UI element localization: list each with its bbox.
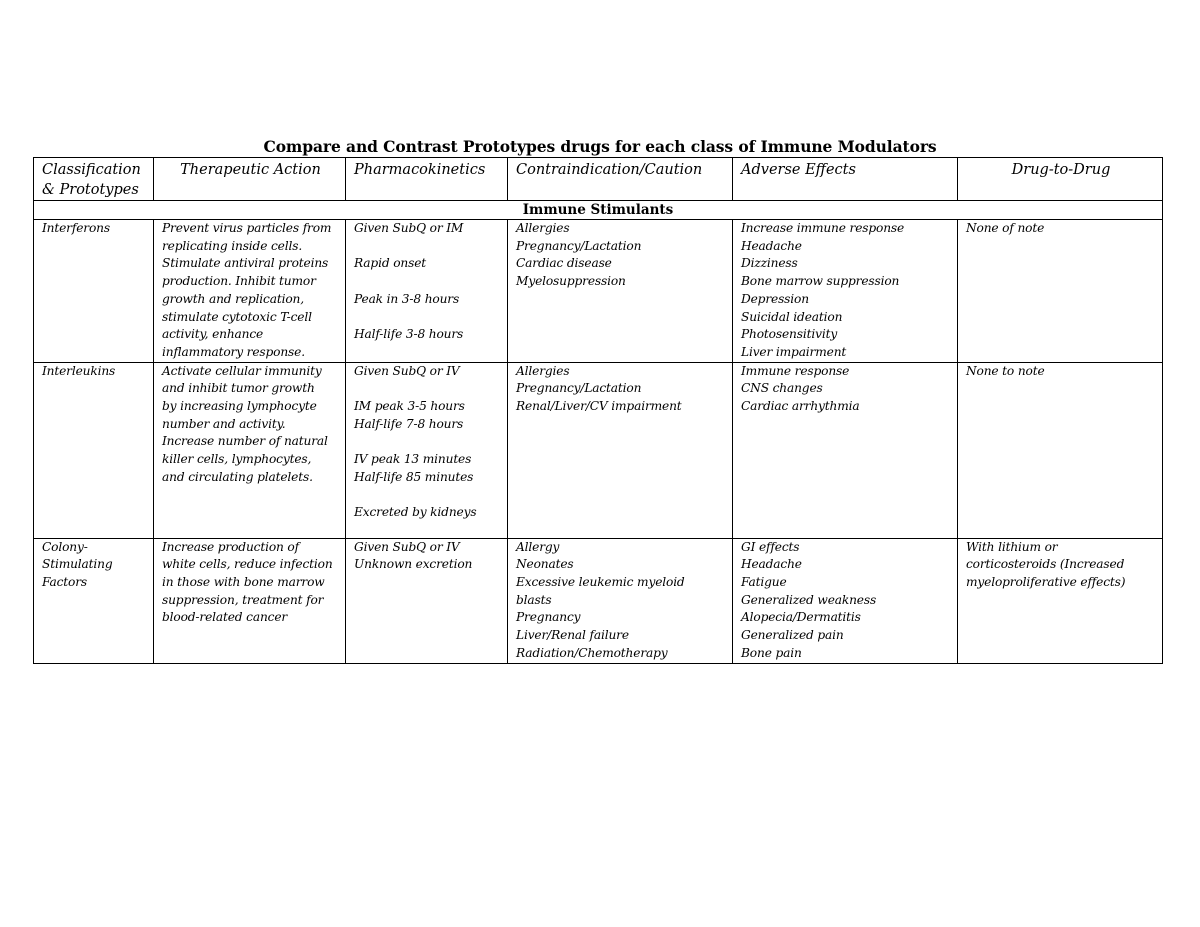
header-pharmacokinetics: Pharmacokinetics [346,158,508,201]
cell-line: Factors [42,575,87,590]
cell-line: Bone pain [741,645,802,660]
cell-line: Interleukins [42,363,116,378]
cell-line: inflammatory response. [162,344,305,359]
pharmacokinetics-cell [346,362,508,538]
pharmacokinetics-cell [346,220,508,363]
cell-line: blood-related cancer [162,610,288,625]
cell-line: Dizziness [741,256,798,271]
drug-to-drug-cell [958,362,1163,538]
cell-line: Alopecia/Dermatitis [741,610,861,625]
header-therapeutic-action: Therapeutic Action [154,158,346,201]
cell-line [354,433,501,451]
cell-line: Allergies [516,363,570,378]
cell-line: activity, enhance [162,327,264,342]
cell-line: killer cells, lymphocytes, [162,452,312,467]
cell-line: Rapid onset [354,256,426,271]
cell-line: Headache [741,557,802,572]
cell-line: Stimulating [42,557,113,572]
cell-line: None to note [966,363,1045,378]
header-adverse-effects: Adverse Effects [733,158,958,201]
cell-line: Stimulate antiviral proteins [162,256,329,271]
section-row [34,201,1163,220]
cell-line: and circulating platelets. [162,469,313,484]
table-row [34,220,1163,363]
cell-line: Given SubQ or IM [354,221,464,235]
cell-line: None of note [966,221,1045,235]
cell-line: Excessive leukemic myeloid [516,575,685,590]
pharmacokinetics-cell [346,538,508,663]
cell-line: Renal/Liver/CV impairment [516,399,682,414]
cell-line: blasts [516,592,552,607]
cell-line: Half-life 3-8 hours [354,327,464,342]
section-label: Immune Stimulants [34,201,1163,220]
immune-modulators-table [33,157,1163,664]
cell-line: GI effects [741,539,800,554]
cell-line: Half-life 7-8 hours [354,416,464,431]
cell-line: replicating inside cells. [162,238,303,253]
cell-line: Unknown excretion [354,557,473,572]
cell-line: Given SubQ or IV [354,539,460,554]
cell-line: With lithium or [966,539,1058,554]
cell-line: Half-life 85 minutes [354,469,474,484]
therapeutic-action-cell [154,538,346,663]
therapeutic-action-cell [154,220,346,363]
cell-line: Increase production of [162,539,299,554]
cell-line: Prevent virus particles from [162,221,332,235]
cell-line: Excreted by kidneys [354,505,477,520]
cell-line: myeloproliferative effects) [966,575,1126,590]
cell-line: Cardiac arrhythmia [741,399,860,414]
cell-line: Generalized weakness [741,592,877,607]
cell-line: Peak in 3-8 hours [354,291,460,306]
contraindication-cell [508,220,733,363]
table-row [34,538,1163,663]
cell-line: Myelosuppression [516,274,626,289]
cell-line: Suicidal ideation [741,309,843,324]
drug-to-drug-cell [958,220,1163,363]
cell-line: Liver/Renal failure [516,628,629,643]
cell-line [354,238,501,256]
header-drug-to-drug: Drug-to-Drug [958,158,1163,201]
cell-line: number and activity. [162,416,286,431]
cell-line: Colony- [42,539,88,554]
cell-line: stimulate cytotoxic T-cell [162,309,312,324]
classification-cell [34,538,154,663]
cell-line: IV peak 13 minutes [354,452,472,467]
cell-line [354,487,501,505]
classification-cell [34,220,154,363]
cell-line: Headache [741,238,802,253]
cell-line: Allergies [516,221,570,235]
cell-line: Generalized pain [741,628,844,643]
cell-line: Immune response [741,363,850,378]
cell-line: white cells, reduce infection [162,557,333,572]
drug-to-drug-cell [958,538,1163,663]
cell-line: IM peak 3-5 hours [354,399,465,414]
cell-line: Pregnancy [516,610,581,625]
cell-line: Neonates [516,557,574,572]
cell-line: Activate cellular immunity [162,363,322,378]
cell-line: Pregnancy/Lactation [516,381,642,396]
therapeutic-action-cell [154,362,346,538]
cell-line [354,273,501,291]
header-row [34,158,1163,201]
cell-line: by increasing lymphocyte [162,399,317,414]
cell-line: Radiation/Chemotherapy [516,645,668,660]
cell-line: Cardiac disease [516,256,612,271]
cell-line: corticosteroids (Increased [966,557,1125,572]
cell-line: growth and replication, [162,291,304,306]
cell-line: Increase number of natural [162,434,328,449]
cell-line: suppression, treatment for [162,592,324,607]
cell-line: Pregnancy/Lactation [516,238,642,253]
document-title: Compare and Contrast Prototypes drugs for each class of Immune Modulators [263,137,937,156]
cell-line: Interferons [42,221,110,235]
cell-line: Given SubQ or IV [354,363,460,378]
cell-line: Allergy [516,539,560,554]
cell-line: Bone marrow suppression [741,274,900,289]
cell-line: Depression [741,291,809,306]
cell-line [354,380,501,398]
cell-line: in those with bone marrow [162,575,325,590]
cell-line: Increase immune response [741,221,905,235]
contraindication-cell [508,362,733,538]
cell-line: Fatigue [741,575,787,590]
adverse-effects-cell [733,538,958,663]
cell-line [354,308,501,326]
table-row [34,362,1163,538]
header-contraindication: Contraindication/Caution [508,158,733,201]
cell-line: production. Inhibit tumor [162,274,316,289]
cell-line: Photosensitivity [741,327,838,342]
cell-line: Liver impairment [741,344,847,359]
classification-cell [34,362,154,538]
header-classification: Classification & Prototypes [34,158,154,201]
cell-line: and inhibit tumor growth [162,381,315,396]
adverse-effects-cell [733,362,958,538]
contraindication-cell [508,538,733,663]
adverse-effects-cell [733,220,958,363]
cell-line: CNS changes [741,381,823,396]
